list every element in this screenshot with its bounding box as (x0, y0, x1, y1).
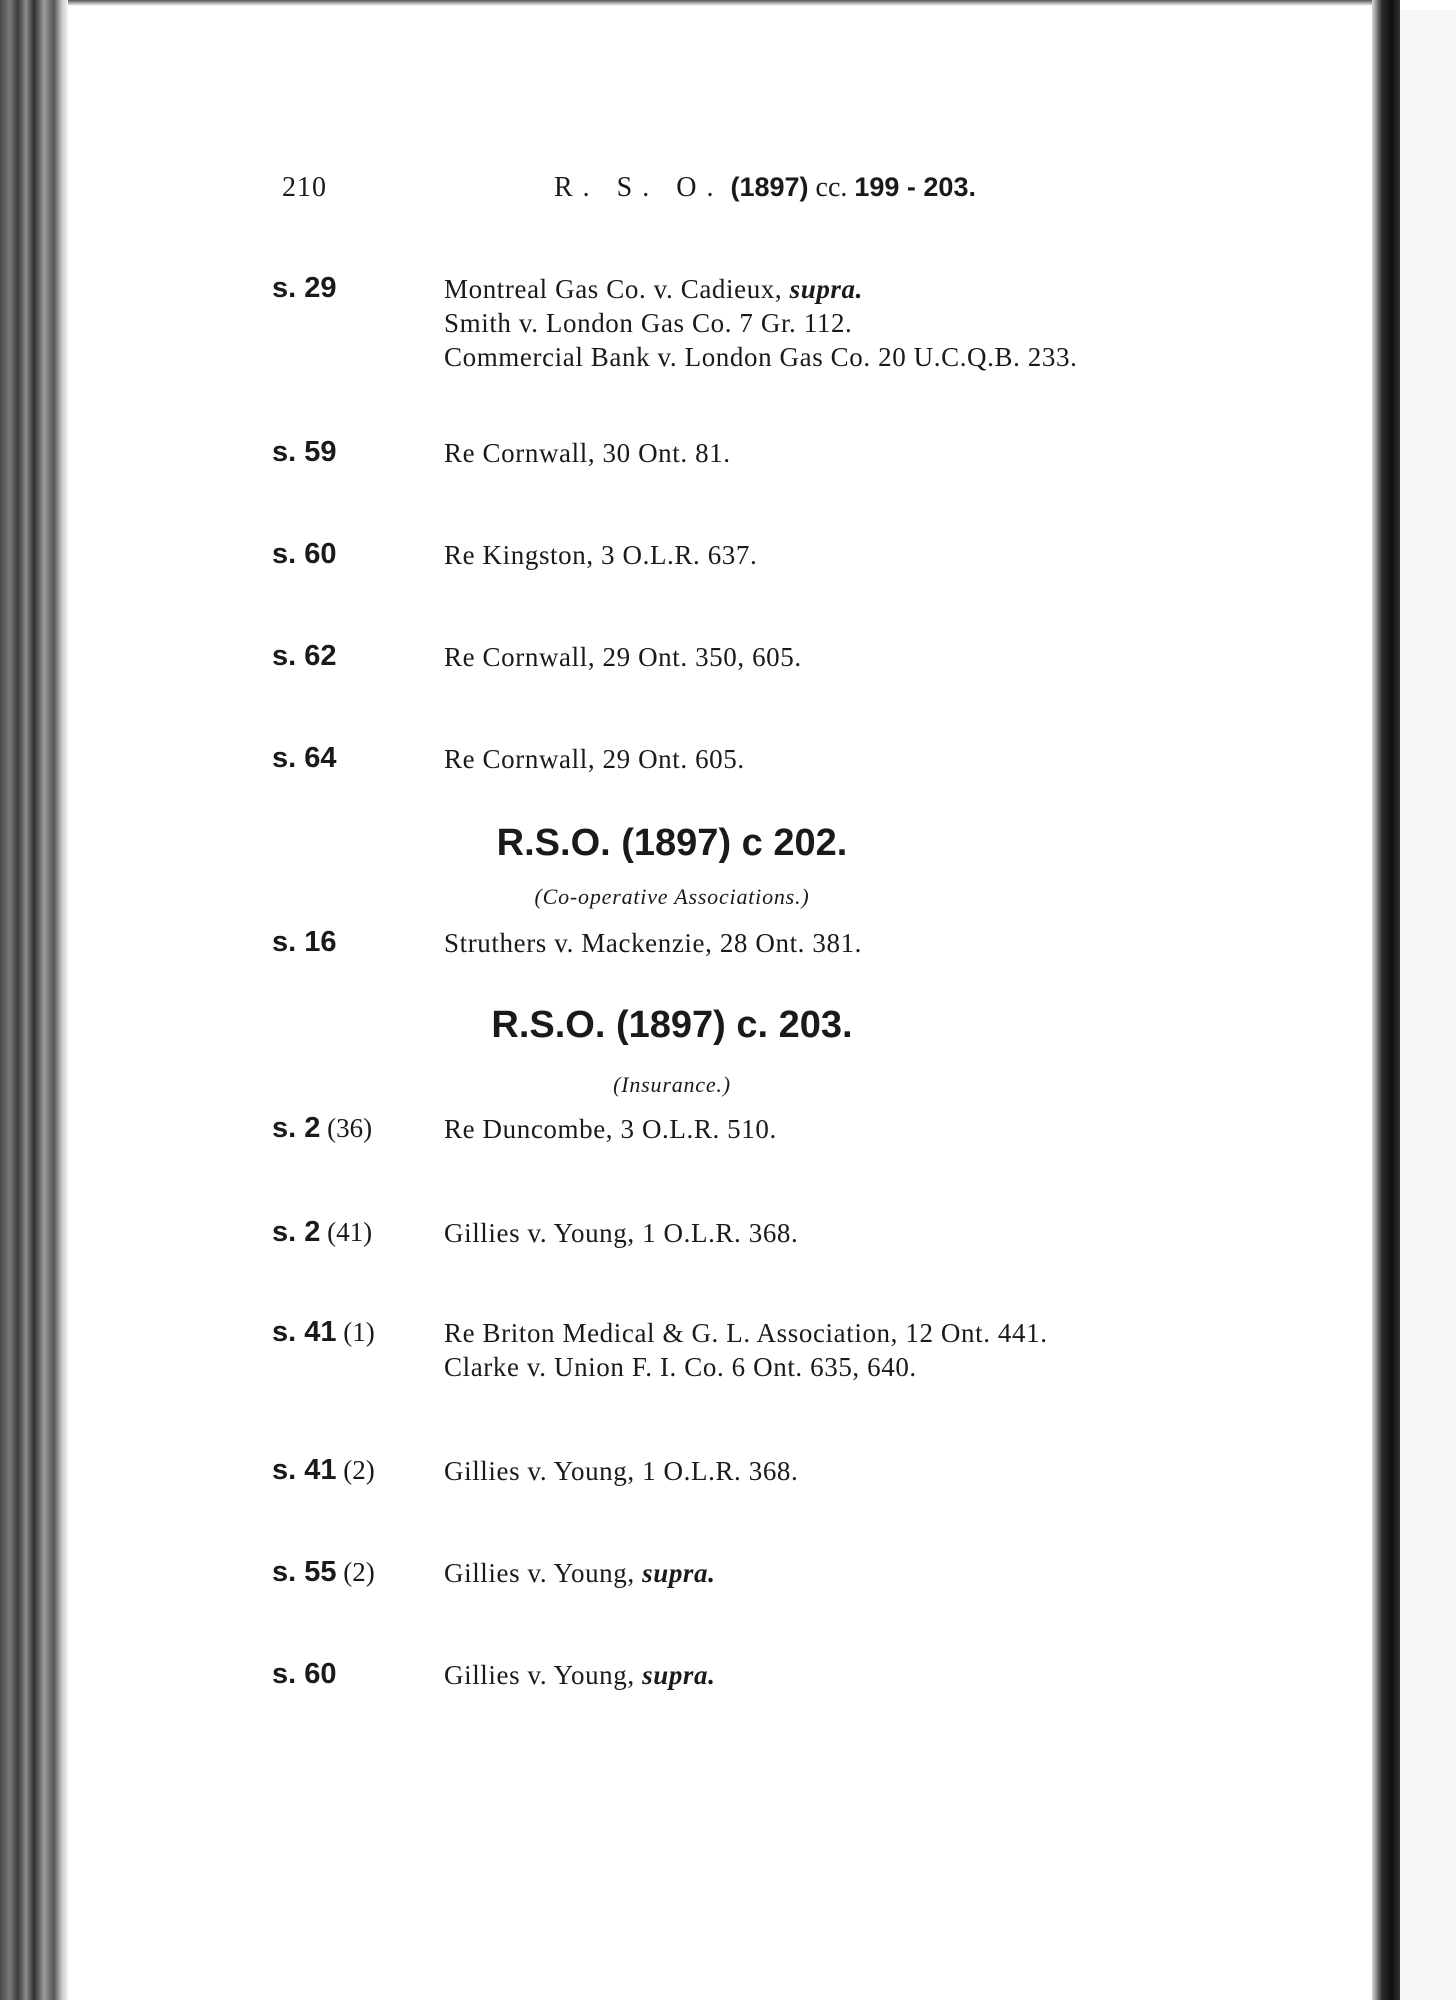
case-citation (444, 1350, 1264, 1384)
case-citation-text: Gillies v. Young, (444, 1660, 643, 1690)
section-label: s. 55 (272, 1556, 337, 1588)
case-citation (444, 1216, 1264, 1250)
case-citations (444, 272, 1264, 374)
case-citation (444, 742, 1264, 776)
case-citations (444, 1454, 1264, 1488)
case-citation-text: Re Briton Medical & G. L. Association, 12 Ont. 441. (444, 1318, 1048, 1348)
case-citation (444, 272, 1264, 306)
case-citation-text: Gillies v. Young, 1 O.L.R. 368. (444, 1456, 799, 1486)
case-citation-text: Montreal Gas Co. v. Cadieux, (444, 274, 790, 304)
running-title-range: 199 - 203. (854, 172, 976, 202)
running-title-prefix: R. S. O. (554, 172, 724, 203)
section-label: s. 29 (272, 272, 337, 304)
section-number (272, 640, 422, 673)
section-label: s. 64 (272, 742, 337, 774)
case-citation-text: Smith v. London Gas Co. 7 Gr. 112. (444, 308, 853, 338)
case-citations (444, 926, 1264, 960)
case-citation (444, 1112, 1264, 1146)
section-number (272, 1316, 422, 1349)
case-citation-italic: supra. (642, 1660, 716, 1690)
case-citation (444, 340, 1264, 374)
subsection-label: (41) (320, 1217, 373, 1247)
chapter-subject-202: (Co-operative Associations.) (534, 884, 810, 909)
case-citation-text: Re Duncombe, 3 O.L.R. 510. (444, 1114, 777, 1144)
section-number (272, 742, 422, 775)
section-label: s. 60 (272, 1658, 337, 1690)
chapter-heading-202: R.S.O. (1897) c 202. (496, 822, 848, 864)
subsection-label: (36) (320, 1113, 373, 1143)
case-citations (444, 1216, 1264, 1250)
section-label: s. 41 (272, 1316, 337, 1348)
running-title-year: (1897) (730, 172, 809, 202)
section-number (272, 436, 422, 469)
case-citation (444, 538, 1264, 572)
case-citation-text: Clarke v. Union F. I. Co. 6 Ont. 635, 640. (444, 1352, 917, 1382)
case-citation (444, 306, 1264, 340)
case-citation-text: Re Kingston, 3 O.L.R. 637. (444, 540, 758, 570)
case-citations (444, 1112, 1264, 1146)
subsection-label: (1) (336, 1317, 375, 1347)
case-citation (444, 1454, 1264, 1488)
case-citation (444, 436, 1264, 470)
section-number (272, 1216, 422, 1249)
chapter-subject-203: (Insurance.) (613, 1072, 731, 1097)
case-citations (444, 742, 1264, 776)
chapter-heading-203: R.S.O. (1897) c. 203. (491, 1004, 853, 1046)
case-citations (444, 1556, 1264, 1590)
section-label: s. 16 (272, 926, 337, 958)
case-citation-text: Re Cornwall, 29 Ont. 350, 605. (444, 642, 802, 672)
page-number: 210 (282, 172, 327, 203)
case-citation (444, 1658, 1264, 1692)
case-citations (444, 538, 1264, 572)
case-citation (444, 640, 1264, 674)
running-title-cc: cc. (815, 172, 848, 203)
case-citation-text: Re Cornwall, 29 Ont. 605. (444, 744, 745, 774)
section-label: s. 60 (272, 538, 337, 570)
section-label: s. 2 (272, 1112, 321, 1144)
section-label: s. 59 (272, 436, 337, 468)
case-citation (444, 1556, 1264, 1590)
case-citations (444, 436, 1264, 470)
case-citations (444, 1316, 1264, 1384)
section-number (272, 272, 422, 305)
section-number (272, 538, 422, 571)
case-citation-text: Struthers v. Mackenzie, 28 Ont. 381. (444, 928, 863, 958)
section-number (272, 1556, 422, 1589)
case-citation-text: Gillies v. Young, 1 O.L.R. 368. (444, 1218, 799, 1248)
section-number (272, 1658, 422, 1691)
subsection-label: (2) (336, 1557, 375, 1587)
section-label: s. 41 (272, 1454, 337, 1486)
section-number (272, 1454, 422, 1487)
section-label: s. 2 (272, 1216, 321, 1248)
case-citations (444, 1658, 1264, 1692)
section-number (272, 926, 422, 959)
case-citation-text: Gillies v. Young, (444, 1558, 643, 1588)
case-citation (444, 1316, 1264, 1350)
case-citation-text: Commercial Bank v. London Gas Co. 20 U.C.Q.B. 233. (444, 342, 1078, 372)
section-label: s. 62 (272, 640, 337, 672)
case-citation-text: Re Cornwall, 30 Ont. 81. (444, 438, 731, 468)
case-citation-italic: supra. (642, 1558, 716, 1588)
case-citation (444, 926, 1264, 960)
subsection-label: (2) (336, 1455, 375, 1485)
section-number (272, 1112, 422, 1145)
case-citation-italic: supra. (789, 274, 863, 304)
case-citations (444, 640, 1264, 674)
